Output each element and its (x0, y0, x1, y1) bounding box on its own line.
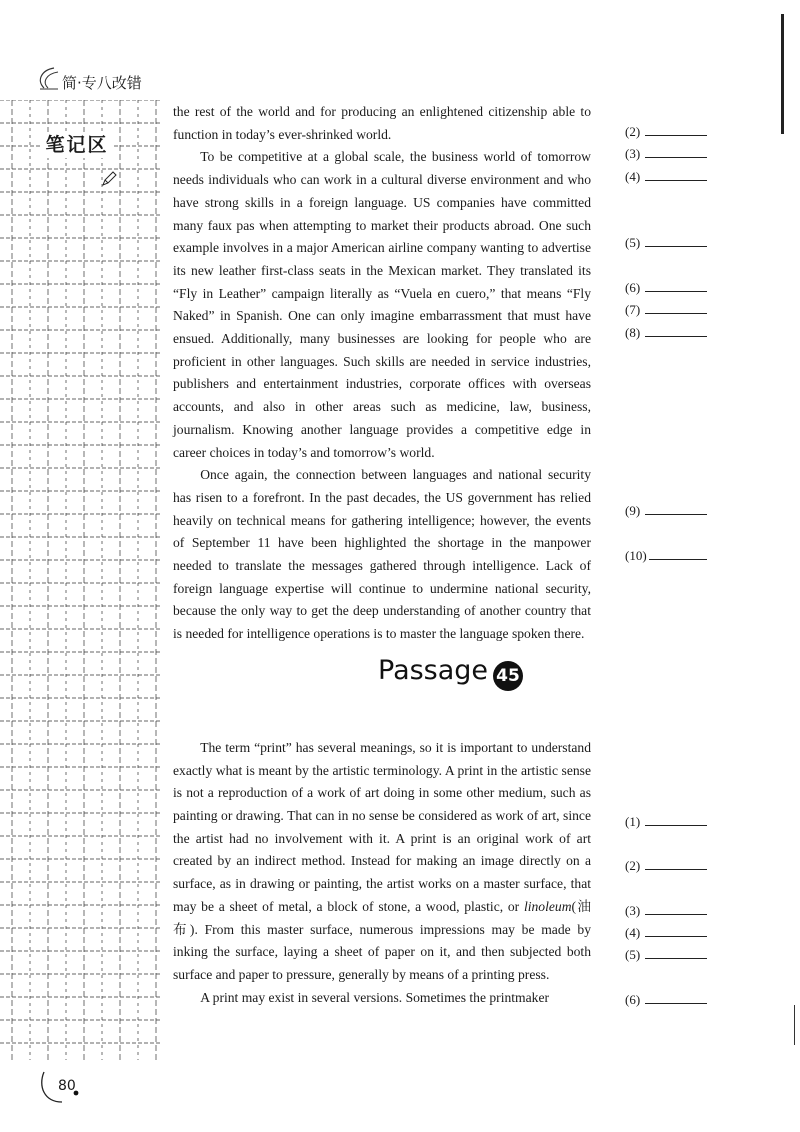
blank-number: (9) (625, 503, 641, 518)
blank-number: (7) (625, 302, 641, 317)
blank-number: (2) (625, 858, 641, 873)
blank-number: (10) (625, 548, 647, 563)
p44-para-2: To be competitive at a global scale, the business world of tomorrow needs individuals who can work in a cultural diverse environment and who have strong skills in a foreign language. US companies have committed many faux pas when attempting to market their products abroad. One such example involves in a major American airline company wanting to advertise its new leather first-class seats in the Mexican market. They translated its “Fly in Leather” campaign literally as “Vuela en cuero,” that means “Fly Naked” in Spanish. One can only imagine embarrassment that must have ensued. Additionally, many businesses are looking for people who are proficient in other languages. Such skills are needed in service industries, publishers and entertainment industries, corporate offices with overseas accounts, and also in other areas such as medicine, law, business, journalism. Knowing another language provides a competitive edge in career choices in today’s and tomorrow’s world. (173, 149, 591, 460)
blank-number: (3) (625, 903, 641, 918)
blank-number: (5) (625, 947, 641, 962)
blank-number: (3) (625, 146, 641, 161)
passage-number-badge: 45 (493, 661, 523, 691)
blank-number: (5) (625, 235, 641, 250)
blank-number: (1) (625, 814, 641, 829)
blank-number: (4) (625, 925, 641, 940)
answer-blank[interactable] (625, 169, 711, 185)
p45-para-1 (173, 737, 591, 987)
p45-para-2: A print may exist in several versions. Sometimes the printmaker (200, 989, 550, 1005)
blank-number: (6) (625, 992, 641, 1007)
answer-blank[interactable] (625, 548, 711, 564)
answer-blank[interactable] (625, 503, 711, 519)
blank-number: (2) (625, 124, 641, 139)
edge-mark (781, 14, 784, 134)
answer-blank[interactable] (625, 925, 711, 941)
main-text (173, 101, 591, 1009)
answer-blank[interactable] (625, 146, 711, 162)
p44-para-3: Once again, the connection between languages and national security has risen to a forefront. In the past decades, the US government has relied heavily on technical means for gathering intelligence; however, the events of September 11 have been highlighted the shortage in the manpower needed to translate the messages gathered through intelligence. Lack of foreign language expertise will continue to undermine national security, because the only way to get the deep understanding of another country that is needed for intelligence operations is to master the language spoken there. (173, 467, 591, 642)
blank-number: (4) (625, 169, 641, 184)
edge-mark (794, 1005, 795, 1045)
answer-blank[interactable] (625, 325, 711, 341)
book-title: 简·专八改错 (62, 74, 142, 92)
answer-blank[interactable] (625, 124, 711, 140)
p45-para-1-text: The term “print” has several meanings, so it is important to understand exactly what is meant by the artistic terminology. A print in the artistic sense is not a reproduction of a work of art doing in some other medium, such as painting or drawing. That can in no sense be considered as work of art, since the artist had no involvement with it. A print is an original work of art created by an indirect method. Instead for making an image directly on a surface, as in drawing or painting, the artist works on a master surface, that may be a sheet of metal, a block of stone, a wood, plastic, or (173, 739, 591, 914)
notes-grid (0, 100, 162, 1060)
p45-para-1-after: (油布). From this master surface, numerous impressions may be made by inking the surface, laying a sheet of paper on it, and then subjected both surface and paper to pressure, generally by means of a printing press. (173, 898, 591, 982)
answer-blank[interactable] (625, 280, 711, 296)
blank-number: (8) (625, 325, 641, 340)
answer-blank[interactable] (625, 858, 711, 874)
header-swirl (34, 66, 64, 97)
answer-blank[interactable] (625, 992, 711, 1008)
answer-blank[interactable] (625, 235, 711, 251)
p44-para-1: the rest of the world and for producing an enlightened citizenship able to function in today’s ever-shrinked world. (173, 104, 591, 142)
answer-blank[interactable] (625, 947, 711, 963)
answer-blank[interactable] (625, 903, 711, 919)
notes-area-title: 笔记区 (40, 132, 114, 158)
page-number: 80 (58, 1078, 76, 1094)
answer-blank[interactable] (625, 814, 711, 830)
passage-title: Passage (378, 654, 489, 686)
p45-italic-term: linoleum (523, 898, 572, 914)
pencil-icon (100, 170, 118, 193)
answer-blank[interactable] (625, 302, 711, 318)
blank-number: (6) (625, 280, 641, 295)
passage-heading (173, 646, 591, 737)
